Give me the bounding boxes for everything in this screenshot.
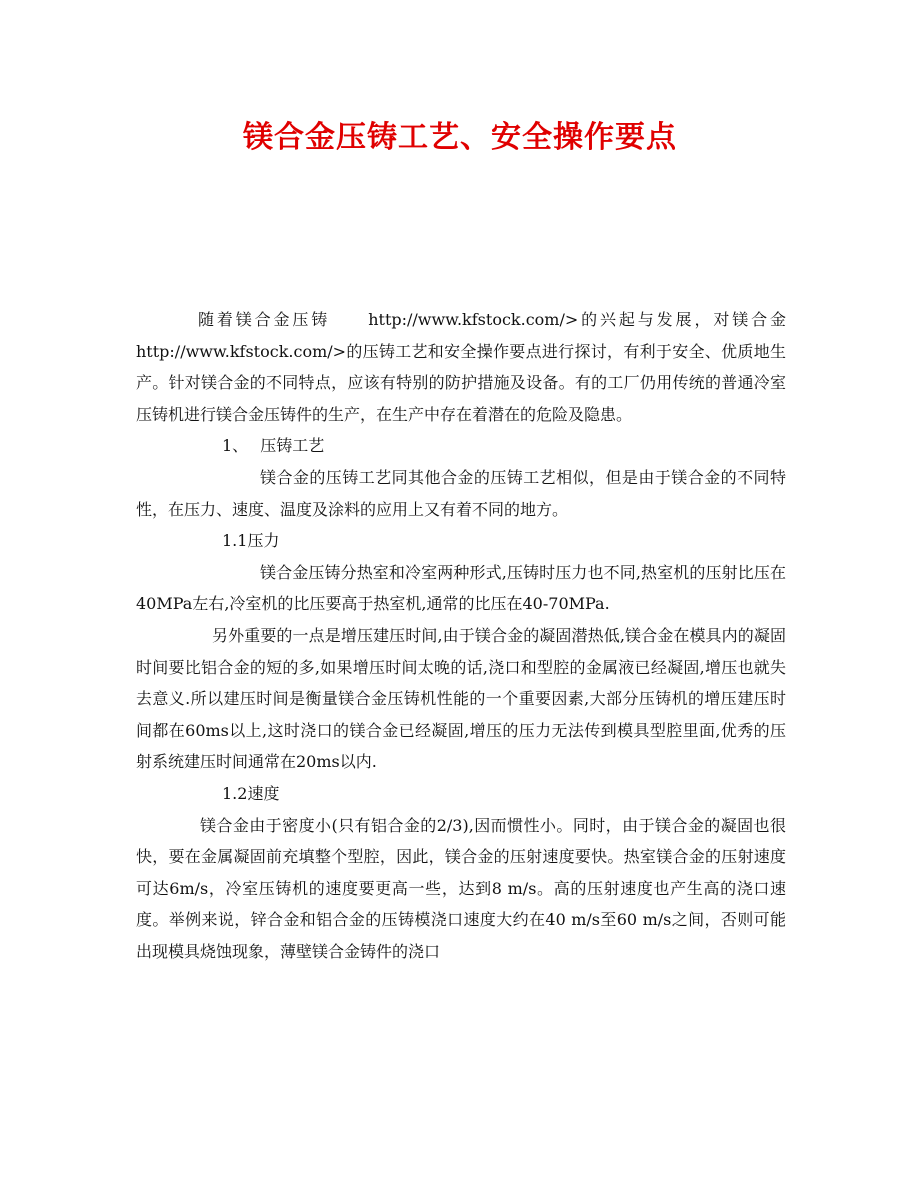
section-1-2-paragraph-1: 镁合金由于密度小(只有铝合金的2/3),因而惯性小。同时，由于镁合金的凝固也很快，要在金属凝固前充填整个型腔，因此，镁合金的压射速度要快。热室镁合金的压射速度可达6m/s，冷室压铸机的速度要更高一些，达到8 m/s。高的压射速度也产生高的浇口速度。举例来说，锌合金和铝合金的压铸模浇口速度大约在40 m/s至60 m/s之间，否则可能出现模具烧蚀现象，薄壁镁合金铸件的浇口 xyxy=(136,815,786,961)
section-1-heading xyxy=(136,430,786,462)
intro-text-part2: 的兴起与发展，对镁合金 xyxy=(578,310,786,329)
section-1-1-paragraph-2: 另外重要的一点是增压建压时间,由于镁合金的凝固潜热低,镁合金在模具内的凝固时间要比铝合金的短的多,如果增压时间太晚的话,浇口和型腔的金属液已经凝固,增压也就失去意义.所以建压时间是衡量镁合金压铸机性能的一个重要因素,大部分压铸机的增压建压时间都在60ms以上,这时浇口的镁合金已经凝固,增压的压力无法传到模具型腔里面,优秀的压射系统建压时间通常在20ms以内. xyxy=(136,625,786,772)
section-1-1-heading: 1.1压力 xyxy=(222,531,280,551)
document-title: 镁合金压铸工艺、安全操作要点 xyxy=(243,120,677,155)
section-1-2-heading: 1.2速度 xyxy=(222,783,280,803)
section-1-title: 压铸工艺 xyxy=(260,436,325,456)
intro-url-2: http://www.kfstock.com/> xyxy=(136,341,347,361)
document-body xyxy=(136,304,786,967)
section-1-1-paragraph-1: 镁合金压铸分热室和冷室两种形式,压铸时压力也不同,热室机的压射比压在40MPa左右,冷室机的比压要高于热室机,通常的比压在40-70MPa. xyxy=(136,562,786,614)
intro-url-1: http://www.kfstock.com/> xyxy=(368,310,579,329)
section-1-paragraph: 镁合金的压铸工艺同其他合金的压铸工艺相似，但是由于镁合金的不同特性，在压力、速度、温度及涂料的应用上又有着不同的地方。 xyxy=(136,467,786,519)
intro-text-part1: 随着镁合金压铸 xyxy=(198,310,331,329)
intro-paragraph xyxy=(136,304,786,430)
section-1-number: 1、 xyxy=(222,436,249,456)
intro-text-part3: 的压铸工艺和安全操作要点进行探讨，有利于安全、优质地生产。针对镁合金的不同特点，应该有特别的防护措施及设备。有的工厂仍用传统的普通冷室压铸机进行镁合金压铸件的生产，在生产中存在着潜在的危险及隐患。 xyxy=(136,341,786,424)
